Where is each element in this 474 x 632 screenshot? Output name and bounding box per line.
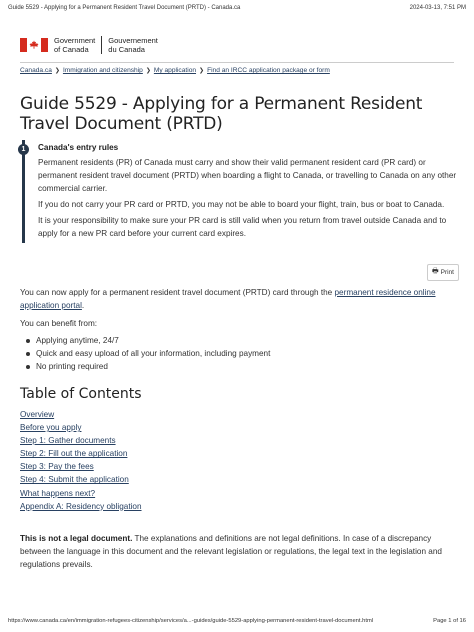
toc-link-step-1[interactable]: Step 1: Gather documents: [20, 436, 116, 446]
info-icon: 1: [18, 144, 29, 155]
toc-link-step-2[interactable]: Step 2: Fill out the application: [20, 449, 128, 459]
toc-link-step-4[interactable]: Step 4: Submit the application: [20, 475, 129, 485]
toc-heading: Table of Contents: [20, 386, 142, 402]
brand-french: Gouvernement du Canada: [101, 36, 164, 54]
print-header-datetime: 2024-03-13, 7:51 PM: [409, 5, 466, 11]
footer-page-number: Page 1 of 16: [433, 618, 466, 624]
print-footer: [8, 618, 466, 624]
print-header-title: Guide 5529 - Applying for a Permanent Resident Travel Document (PRTD) - Canada.ca: [8, 5, 241, 11]
toc-link-step-3[interactable]: Step 3: Pay the fees: [20, 462, 94, 472]
footer-url: https://www.canada.ca/en/immigration-refugees-citizenship/services/a...-guides/guide-5529-applying-permanent-resident-travel-document.html: [8, 618, 374, 624]
toc-link-what-happens-next[interactable]: What happens next?: [20, 488, 96, 498]
toc-link-overview[interactable]: Overview: [20, 410, 55, 419]
toc-link-appendix-a[interactable]: Appendix A: Residency obligation: [20, 501, 142, 511]
breadcrumb-my-application[interactable]: My application: [153, 67, 197, 74]
intro-paragraph: You can now apply for a permanent resident travel document (PRTD) card through the permanent residence online application portal.: [20, 288, 436, 310]
alert-paragraph-2: If you do not carry your PR card or PRTD, you may not be able to board your flight, train, bus or boat to Canada.: [38, 200, 445, 209]
chevron-right-icon: ❯: [54, 68, 60, 74]
print-header: [8, 5, 466, 11]
government-of-canada-signature[interactable]: [20, 36, 164, 54]
printer-icon: 🖶: [432, 268, 439, 275]
list-item: Quick and easy upload of all your information, including payment: [24, 347, 270, 360]
toc-link-before-you-apply[interactable]: Before you apply: [20, 423, 82, 433]
table-of-contents: [20, 408, 142, 513]
header-divider: [20, 62, 454, 63]
benefits-list: [24, 334, 270, 373]
online-portal-link[interactable]: permanent residence online application portal: [20, 288, 436, 310]
breadcrumb: [20, 67, 330, 74]
chevron-right-icon: ❯: [199, 68, 205, 74]
alert-paragraph-1: Permanent residents (PR) of Canada must carry and show their valid permanent resident card (PR card) or permanent resident travel document (PRTD) when boarding a flight to Canada, or travelling to Canada on any other commercial carrier.: [38, 158, 457, 193]
legal-disclaimer: This is not a legal document. The explanations and definitions are not legal definitions. In case of a discrepancy between the language in this document and the relevant legislation or regulations, the legal text in the legislation and regulations prevails.: [20, 534, 442, 570]
chevron-right-icon: ❯: [145, 68, 151, 74]
list-item: Applying anytime, 24/7: [24, 334, 270, 347]
brand-english: Government of Canada: [54, 36, 96, 54]
print-button[interactable]: [427, 264, 459, 281]
alert-heading: Canada's entry rules: [38, 143, 119, 152]
canada-flag-icon: [20, 38, 48, 52]
entry-rules-alert: [22, 140, 462, 243]
breadcrumb-find-package[interactable]: Find an IRCC application package or form: [207, 67, 330, 74]
page-title: Guide 5529 - Applying for a Permanent Resident Travel Document (PRTD): [20, 94, 423, 134]
breadcrumb-canada-ca[interactable]: Canada.ca: [20, 67, 52, 74]
breadcrumb-immigration-citizenship[interactable]: Immigration and citizenship: [62, 67, 143, 74]
benefit-lead: You can benefit from:: [20, 319, 98, 328]
list-item: No printing required: [24, 360, 270, 373]
print-button-label: Print: [440, 269, 454, 276]
maple-leaf-icon: [29, 40, 39, 50]
alert-paragraph-3: It is your responsibility to make sure your PR card is still valid when you return from travel outside Canada and to apply for a new PR card before your current card expires.: [38, 216, 447, 238]
